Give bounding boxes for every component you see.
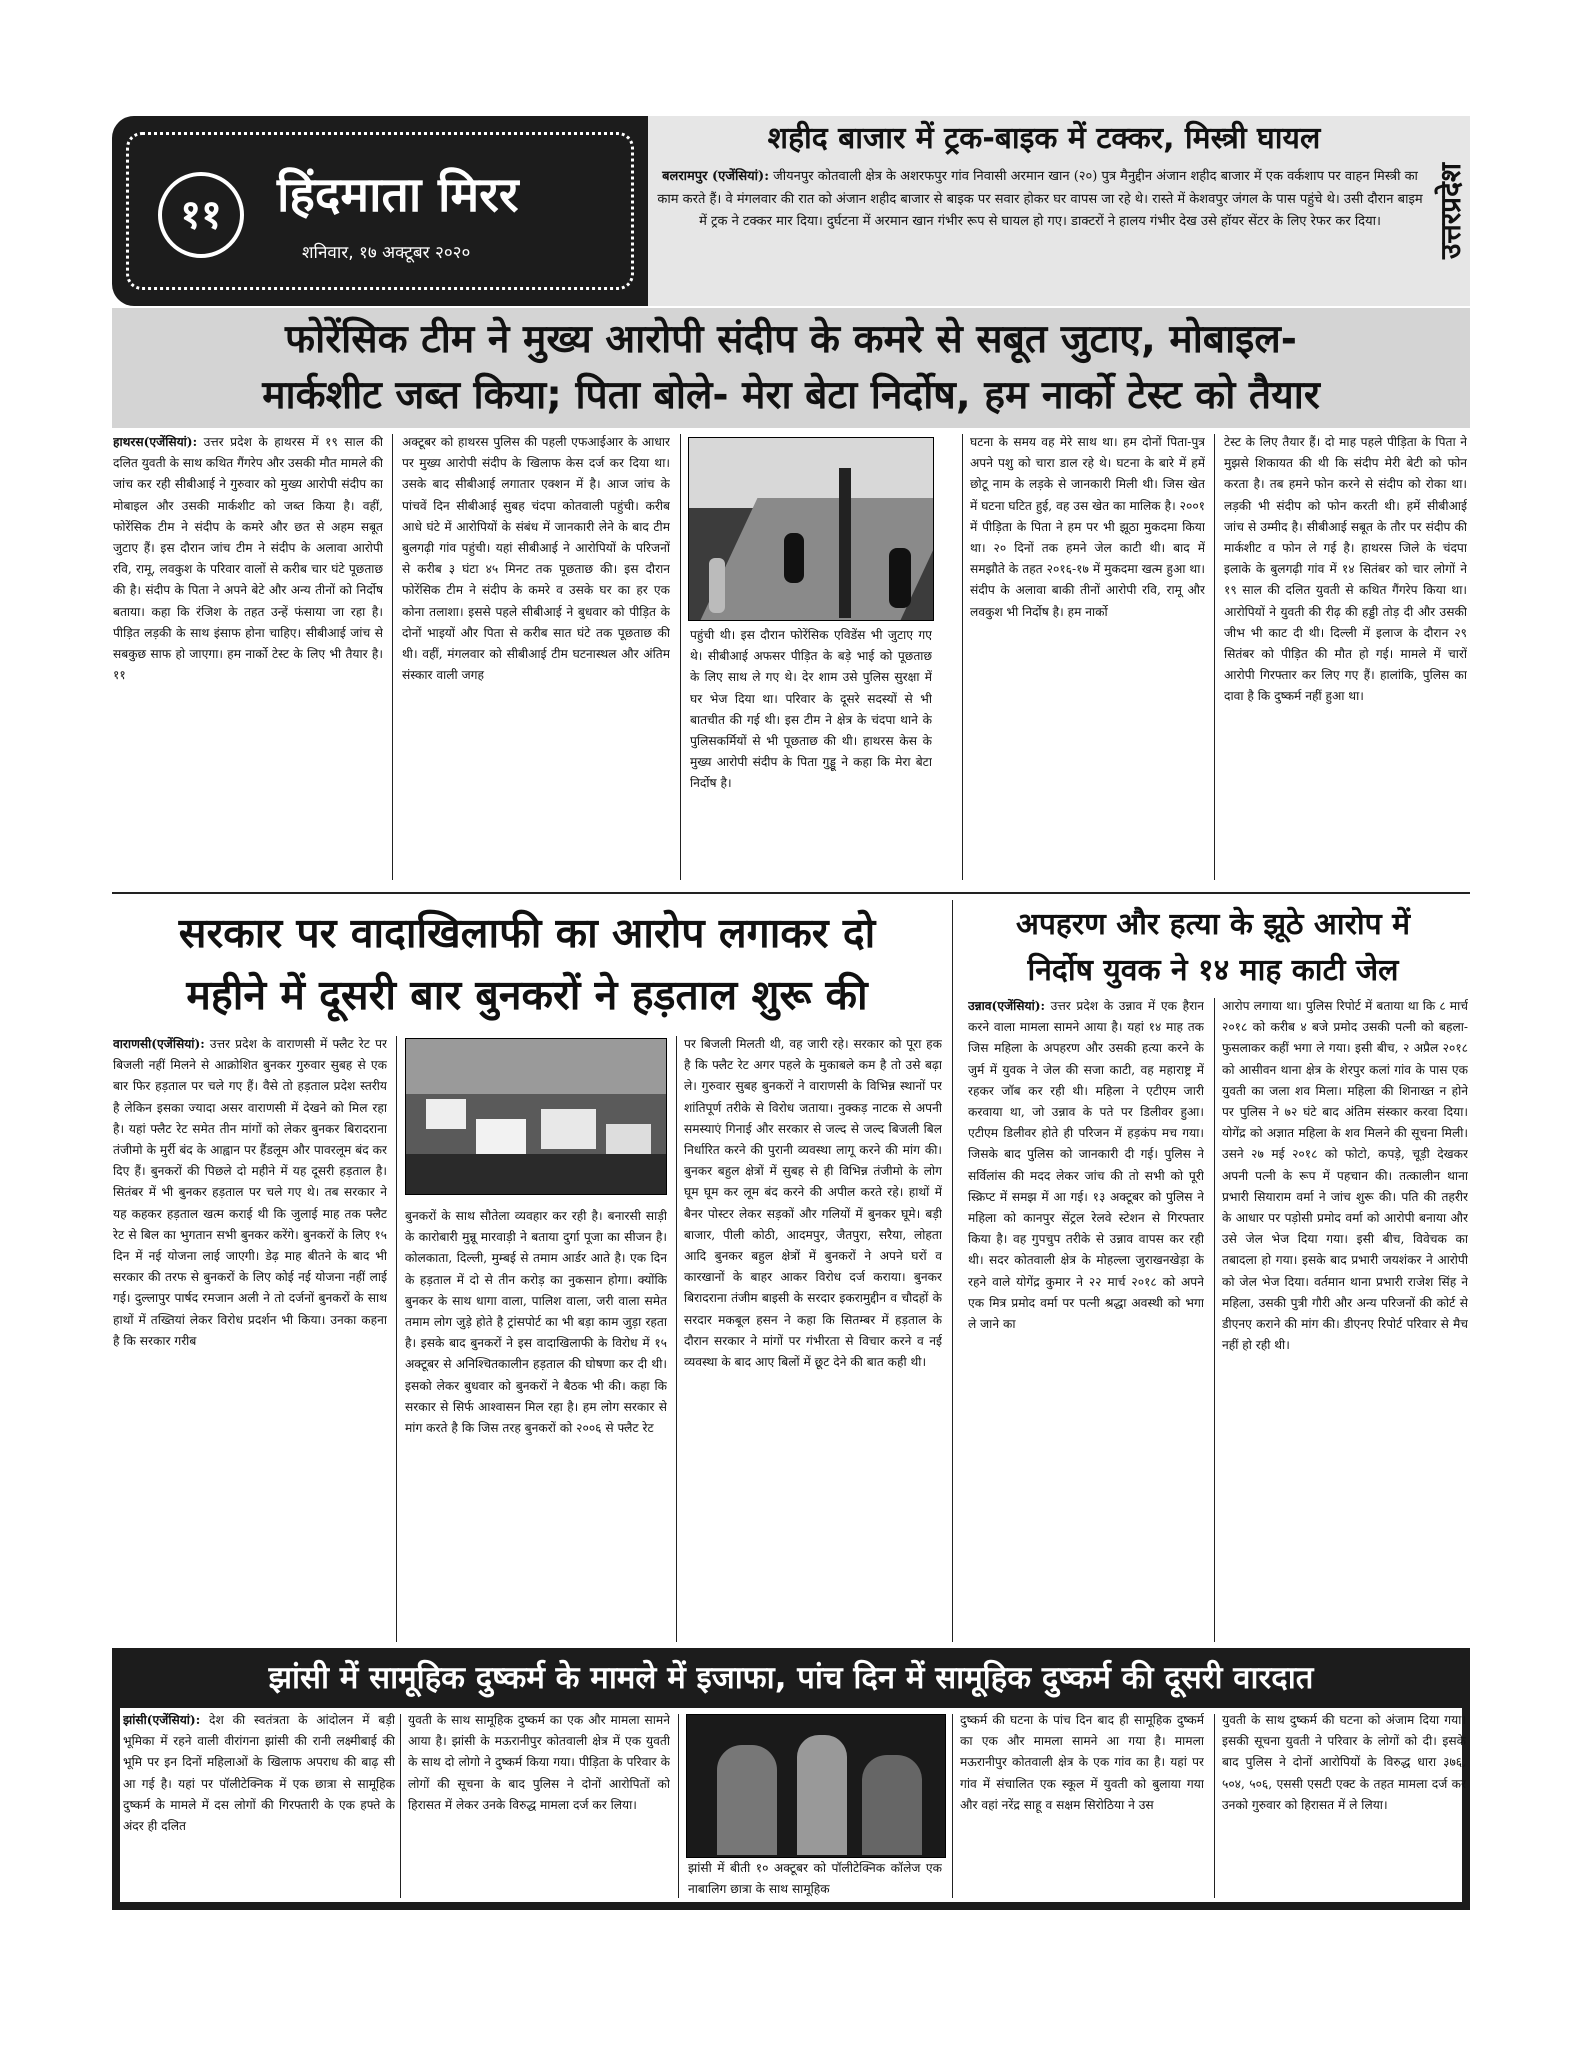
paper-name: हिंदमाता मिरर <box>277 167 519 223</box>
divider <box>112 892 1470 894</box>
story2-column-2: अक्टूबर को हाथरस पुलिस की पहली एफआईआर के आधार पर मुख्य आरोपी संदीप के खिलाफ केस दर्ज कर दिया था। उसके बाद सीबीआई लगातार एक्शन में है। आज जांच के पांचवें दिन सीबीआई सुबह चंदपा कोतवाली पहुंची। करीब आधे घंटे में आरोपियों के संबंध में जानकारी लेने के बाद टीम बुलगढ़ी गांव पहुंची। यहां सीबीआई ने आरोपियों के परिजनों से करीब ३ घंटा ४५ मिनट तक पूछताछ की। इस दौरान फोरेंसिक टीम ने संदीप के कमरे व उसके घर का हर एक कोना तलाशा। इससे पहले सीबीआई ने बुधवार को पीड़ित के दोनों भाइयों और पिता से करीब सात घंटे तक पूछताछ की थी। वहीं, मंगलवार को सीबीआई टीम घटनास्थल और अंतिम संस्कार वाली जगह <box>402 435 670 683</box>
story4-column-2: आरोप लगाया था। पुलिस रिपोर्ट में बताया था कि ८ मार्च २०१८ को करीब ४ बजे प्रमोद उसकी पत्नी को बहला-फुसलाकर कहीं भगा ले गया। इसी बीच, २ अप्रैल २०१८ को आसीवन थाना क्षेत्र के शेरपुर कलां गांव के पास एक युवती का जला शव मिला। महिला की शिनाख्त न होने पर पुलिस ने ७२ घंटे बाद अंतिम संस्कार करवा दिया। योगेंद्र को अज्ञात महिला के शव मिलने की सूचना मिली। उसने २७ मई २०१८ को फोटो, कपड़े, चूड़ी देखकर अपनी पत्नी के रूप में पहचान की। तत्कालीन थाना प्रभारी सियाराम वर्मा ने जांच शुरू की। पति की तहरीर के आधार पर पड़ोसी प्रमोद वर्मा को आरोपी बनाया और उसे जेल भेज दिया गया। इसी बीच, विवेचक का तबादला हो गया। इसके बाद प्रभारी जयशंकर ने आरोपी को जेल भेज दिया। वर्तमान थाना प्रभारी राजेश सिंह ने महिला, उसकी पुत्री गौरी और अन्य परिजनों की कोर्ट से डीएनए कराने की मांग की। डीएनए रिपोर्ट परिवार से मैच नहीं हो रही थी। <box>1222 999 1468 1353</box>
story3-headline-line2: महीने में दूसरी बार बुनकरों ने हड़ताल शुरू की <box>186 971 868 1019</box>
story5-column-4: दुष्कर्म की घटना के पांच दिन बाद ही सामूहिक दुष्कर्म का एक और मामला सामने आ गया है। मामला मऊरानीपुर कोतवाली क्षेत्र के एक गांव का है। यहां पर गांव में संचालित एक स्कूल में युवती को बुलाया गया और वहां नरेंद्र साहू व सक्षम सिरोठिया ने उस <box>960 1713 1204 1812</box>
section-label <box>1432 116 1470 306</box>
story2-column-5: टेस्ट के लिए तैयार हैं। दो माह पहले पीड़िता के पिता ने मुझसे शिकायत की थी कि संदीप मेरी बेटी को फोन करता है। तब हमने फोन करने से संदीप को रोका था। लड़की भी संदीप को फोन करती थी। हमें सीबीआई जांच से उम्मीद है। सीबीआई सबूत के तौर पर संदीप की मार्कशीट व फोन ले गई है। हाथरस जिले के चंदपा इलाके के बुलगढ़ी गांव में १४ सितंबर को चार लोगों ने १९ साल की दलित युवती से कथित गैंगरेप किया था। आरोपियों ने युवती की रीढ़ की हड्डी तोड़ दी और उसकी जीभ भी काट दी थी। दिल्ली में इलाज के दौरान २९ सितंबर को पीड़ित की मौत हो गई। मामले में चारों आरोपी गिरफ्तार कर लिए गए हैं। हालांकि, पुलिस का दावा है कि दुष्कर्म नहीं हुआ था। <box>1224 435 1467 704</box>
story4-column-1 <box>968 996 1204 1644</box>
story1-dateline: बलरामपुर (एजेंसियां): <box>662 169 769 184</box>
story3-column-2: बुनकरों के साथ सौतेला व्यवहार कर रही है। बनारसी साड़ी के कारोबारी मुन्नू मारवाड़ी ने बताया दुर्गा पूजा का सीजन है। कोलकाता, दिल्ली, मुम्बई से तमाम आर्डर आते है। एक दिन के हड़ताल में दो से तीन करोड़ का नुकसान होगा। क्योंकि बुनकर के साथ धागा वाला, पालिश वाला, जरी वाला समेत तमाम लोग जुड़े होते है ट्रांसपोर्ट का भी बड़ा काम जुड़ा रहता है। इसके बाद बुनकरों ने इस वादाखिलाफी के विरोध में १५ अक्टूबर से अनिश्चितकालीन हड़ताल की घोषणा कर दी थी। इसको लेकर बुधवार को बुनकरों ने बैठक भी की। कहा कि सरकार से सिर्फ आश्वासन मिल रहा है। हम लोग सरकार से मांग करते है कि जिस तरह बुनकरों को २००६ से फ्लैट रेट <box>405 1209 667 1436</box>
story3-column-3: पर बिजली मिलती थी, वह जारी रहे। सरकार को पूरा हक है कि फ्लैट रेट अगर पहले के मुकाबले कम है तो उसे बढ़ा ले। गुरुवार सुबह बुनकरों ने वाराणसी के विभिन्न स्थानों पर शांतिपूर्ण तरीके से विरोध जताया। नुक्कड़ नाटक से अपनी समस्याएं गिनाई और सरकार से जल्द से जल्द बिजली बिल निर्धारित करने की पुरानी व्यवस्था लागू करने की मांग की। बुनकर बहुल क्षेत्रों में सुबह से ही विभिन्न तंजीमो के लोग घूम घूम कर लूम बंद करने की अपील करते रहे। हाथों में बैनर पोस्टर लेकर सड़कों और गलियों में बुनकर घूमे। बड़ी बाजार, पीली कोठी, आदमपुर, जैतपुरा, सरैया, लोहता आदि बुनकर बहुल क्षेत्रों में बुनकरों ने अपने घरों व कारखानों के बाहर आकर विरोध दर्ज कराया। बुनकर बिरादराना तंजीम बाइसी के सरदार इकरामुद्दीन व चौदहों के सरदार मकबूल हसन ने कहा कि सितम्बर में हड़ताल के दौरान सरकार ने मांगों पर गंभीरता से विचार करने व नई व्यवस्था के बाद आए बिलों में छूट देने की बात कही थी। <box>684 1037 942 1370</box>
story5-col1-text: देश की स्वतंत्रता के आंदोलन में बड़ी भूमिका में रहने वाली वीरांगना झांसी की रानी लक्ष्मीबाई की भूमि पर इन दिनों महिलाओं के खिलाफ अपराध की बाढ़ सी आ गई है। यहां पर पॉलीटेक्निक में एक छात्रा से सामूहिक दुष्कर्म के मामले में दस लोगों की गिरफ्तारी के एक हफ्ते के अंदर ही दलित <box>123 1713 395 1834</box>
story5-dateline: झांसी(एजेंसियां): <box>123 1713 201 1727</box>
story5-column-2: युवती के साथ सामूहिक दुष्कर्म का एक और मामला सामने आया है। झांसी के मऊरानीपुर कोतवाली क्षेत्र में एक युवती के साथ दो लोगो ने दुष्कर्म किया गया। पीड़िता के परिवार के लोगों की सूचना के बाद पुलिस ने दोनों आरोपितों को हिरासत में लेकर उनके विरुद्ध मामला दर्ज कर लिया। <box>408 1713 670 1812</box>
story5-column-1 <box>123 1710 395 1900</box>
story5-photo <box>686 1714 946 1858</box>
story4-headline-line2: निर्दोष युवक ने १४ माह काटी जेल <box>1027 953 1399 988</box>
story5-photo-caption: झांसी में बीती १० अक्टूबर को पॉलीटेक्निक कॉलेज एक नाबालिग छात्रा के साथ सामूहिक <box>688 1861 942 1896</box>
page-number: ११ <box>180 192 222 238</box>
story2-headline-line1: फोरेंसिक टीम ने मुख्य आरोपी संदीप के कमरे से सबूत जुटाए, मोबाइल- <box>285 317 1297 362</box>
story5-column-5: युवती के साथ दुष्कर्म की घटना को अंजाम दिया गया। इसकी सूचना युवती ने परिवार के लोगों को दी। इसके बाद पुलिस ने दोनों आरोपियों के विरुद्ध धारा ३७६, ५०४, ५०६, एससी एसटी एक्ट के तहत मामला दर्ज कर उनको गुरुवार को हिरासत में ले लिया। <box>1222 1713 1466 1812</box>
story3-headline-line1: सरकार पर वादाखिलाफी का आरोप लगाकर दो <box>178 909 876 957</box>
story5-headline: झांसी में सामूहिक दुष्कर्म के मामले में इजाफा, पांच दिन में सामूहिक दुष्कर्म की दूसरी वारदात <box>268 1660 1314 1696</box>
story2-dateline: हाथरस(एजेंसियां): <box>113 435 198 449</box>
section-label-text: उत्तरप्रदेश <box>1434 163 1467 259</box>
issue-date: शनिवार, १७ अक्टूबर २०२० <box>302 243 471 263</box>
story4-dateline: उन्नाव(एजेंसियां): <box>968 999 1045 1013</box>
page-number-badge <box>158 172 244 258</box>
story1-body <box>652 166 1428 306</box>
story2-column-1 <box>113 432 383 882</box>
story2-column-3: पहुंची थी। इस दौरान फोरेंसिक एविडेंस भी जुटाए गए थे। सीबीआई अफसर पीड़ित के बड़े भाई को पूछताछ के लिए साथ ले गए थे। देर शाम उसे पुलिस सुरक्षा में घर भेज दिया था। परिवार के दूसरे सदस्यों से भी बातचीत की गई थी। इस टीम ने क्षेत्र के चंदपा थाने के पुलिसकर्मियों से भी पूछताछ की थी। हाथरस केस के मुख्य आरोपी संदीप के पिता गुड्डू ने कहा कि मेरा बेटा निर्दोष है। <box>690 628 932 791</box>
story3-col1-text: उत्तर प्रदेश के वाराणसी में फ्लैट रेट पर बिजली नहीं मिलने से आक्रोशित बुनकर गुरुवार सुबह से एक बार फिर हड़ताल पर चले गए हैं। वैसे तो हड़ताल प्रदेश स्तरीय है लेकिन इसका ज्यादा असर वाराणसी में देखने को मिल रहा है। यहां फ्लैट रेट समेत तीन मांगों को लेकर बुनकर बिरादराना तंजीमो के मुर्री बंद के आह्वान पर हैंडलूम और पावरलूम बंद कर दिए हैं। बुनकरों की पिछले दो महीने में यह दूसरी हड़ताल है। सितंबर में भी बुनकर हड़ताल पर चले गए थे। तब सरकार ने यह कहकर हड़ताल खत्म कराई थी कि जुलाई माह तक फ्लैट रेट से बिल का भुगतान सभी बुनकर करेंगे। बुनकरों के लिए १५ दिन में नई योजना लाई जाएगी। डेढ़ माह बीतने के बाद भी सरकार की तरफ से बुनकरों के लिए कोई नई योजना नहीं लाई गई। दुल्लापुर पार्षद रमजान अली ने तो दर्जनों बुनकरों के साथ हाथों में तख्तियां लेकर विरोध प्रदर्शन भी किया। उनका कहना है कि सरकार गरीब <box>113 1037 387 1348</box>
story1-headline: शहीद बाजार में ट्रक-बाइक में टक्कर, मिस्त्री घायल <box>767 121 1321 156</box>
story1-text: जीयनपुर कोतवाली क्षेत्र के अशरफपुर गांव निवासी अरमान खान (२०) पुत्र मैनुद्दीन अंजान शहीद बाजार में एक वर्कशाप पर वाहन मिस्त्री का काम करते हैं। वे मंगलवार की रात को अंजान शहीद बाजार से बाइक पर सवार होकर घर वापस जा रहे थे। रास्ते में केशवपुर जंगल के पास पहुंचे थे। उसी दौरान बाइम में ट्रक ने टक्कर मार दिया। दुर्घटना में अरमान खान गंभीर रूप से घायल हो गए। डाक्टरों ने हालय गंभीर देख उसे हॉयर सेंटर के लिए रेफर कर दिया। <box>657 169 1423 229</box>
story2-photo <box>688 437 934 621</box>
story2-headline-line2: मार्कशीट जब्त किया; पिता बोले- मेरा बेटा निर्दोष, हम नार्को टेस्ट को तैयार <box>262 373 1320 418</box>
story4-col1-text: उत्तर प्रदेश के उन्नाव में एक हैरान करने वाला मामला सामने आया है। यहां १४ माह तक जिस महिला के अपहरण और उसकी हत्या करने के जुर्म में युवक ने जेल की सजा काटी, वह महाराष्ट्र में रहकर जॉब कर रही थी। महिला ने एटीएम जारी करवाया था, जो उन्नाव के पते पर डिलीवर हुआ। एटीएम डिलीवर होते ही परिजन में हड़कंप मच गया। जिसके बाद पुलिस को जानकारी दी गई। पुलिस ने सर्विलांस की मदद लेकर जांच की तो सभी को पूरी स्क्रिप्ट में समझ में आ गई। १३ अक्टूबर को पुलिस ने महिला को कानपुर सेंट्रल रेलवे स्टेशन से गिरफ्तार किया है। वह गुपचुप तरीके से उन्नाव वापस कर रही थी। सदर कोतवाली क्षेत्र के मोहल्ला जुराखनखेड़ा के रहने वाले योगेंद्र कुमार ने २२ मार्च २०१८ को अपने एक मित्र प्रमोद वर्मा पर पत्नी श्रद्धा अवस्थी को भगा ले जाने का <box>968 999 1204 1332</box>
story2-col1-text: उत्तर प्रदेश के हाथरस में १९ साल की दलित युवती के साथ कथित गैंगरेप और उसकी मौत मामले की जांच कर रही सीबीआई ने गुरुवार को मुख्य आरोपी संदीप का मोबाइल और उसकी मार्कशीट को जब्त किया है। वहीं, फोरेंसिक टीम ने संदीप के कमरे और छत से अहम सबूत जुटाए हैं। इस दौरान जांच टीम ने संदीप के अलावा आरोपी रवि, रामू, लवकुश के परिवार वालों से करीब चार घंटे पूछताछ की है। संदीप के पिता ने अपने बेटे और अन्य तीनों को निर्दोष बताया। कहा कि रंजिश के तहत उन्हें फंसाया जा रहा है। पीड़ित लड़की के साथ इंसाफ होना चाहिए। सीबीआई जांच से सबकुछ साफ हो जाएगा। हम नार्को टेस्ट के लिए भी तैयार है। ११ <box>113 435 383 683</box>
story3-photo <box>405 1038 667 1195</box>
story3-dateline: वाराणसी(एजेंसियां): <box>113 1037 205 1051</box>
story2-column-4: घटना के समय वह मेरे साथ था। हम दोनों पिता-पुत्र अपने पशु को चारा डाल रहे थे। घटना के बारे में हमें छोटू नाम के लड़के से जानकारी मिली थी। जिस खेत में घटना घटित हुई, वह उस खेत का मालिक है। २००१ में पीड़िता के पिता ने हम पर भी झूठा मुकदमा किया था। २० दिनों तक हमने जेल काटी थी। बाद में समझौते के तहत २०१६-१७ में मुकदमा खत्म हुआ था। संदीप के अलावा बाकी तीनों आरोपी रवि, रामू और लवकुश भी निर्दोष है। हम नार्को <box>970 435 1205 619</box>
masthead-box <box>112 116 648 306</box>
story3-column-1 <box>113 1034 387 1644</box>
story4-headline-line1: अपहरण और हत्या के झूठे आरोप में <box>1015 907 1411 942</box>
